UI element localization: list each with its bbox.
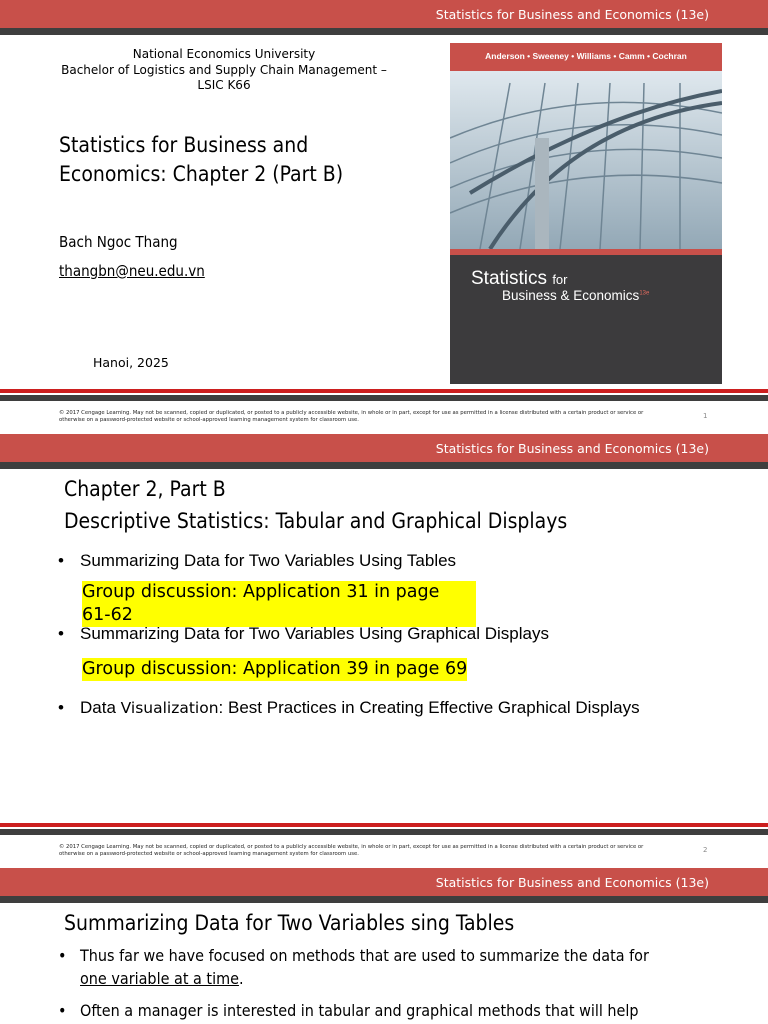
bullet-dot-icon: • bbox=[58, 698, 64, 717]
header-divider bbox=[0, 462, 768, 469]
slide-header bbox=[0, 0, 768, 28]
slide-number: 2 bbox=[703, 846, 708, 854]
footer-red-line bbox=[0, 823, 768, 827]
bullet-item bbox=[58, 624, 549, 644]
footer-dark-line bbox=[0, 395, 768, 401]
slide-header bbox=[0, 434, 768, 462]
slide-3 bbox=[0, 868, 768, 1024]
cover-subtitle-text: Business & Economics bbox=[502, 288, 640, 303]
university-name: National Economics University bbox=[132, 47, 316, 61]
bullet-text-a: Thus far we have focused on methods that are used to summarize the data for bbox=[80, 946, 649, 965]
discussion-line-1: Group discussion: Application 31 in page bbox=[82, 582, 440, 602]
bullet-item bbox=[58, 551, 456, 571]
title-line-1: Statistics for Business and bbox=[59, 133, 309, 157]
author-name: Bach Ngoc Thang bbox=[59, 233, 178, 251]
cover-authors: Anderson • Sweeney • Williams • Camm • Cochran bbox=[485, 51, 687, 61]
title-line-2: Economics: Chapter 2 (Part B) bbox=[59, 162, 344, 186]
bullet-text-underlined: one variable at a time bbox=[80, 969, 239, 988]
footer-red-line bbox=[0, 389, 768, 393]
cover-title-main: Statistics bbox=[471, 268, 548, 289]
cover-subtitle bbox=[502, 288, 649, 303]
slide-header bbox=[0, 868, 768, 896]
city-year: Hanoi, 2025 bbox=[93, 355, 169, 370]
cover-title bbox=[471, 268, 567, 290]
discussion-highlight bbox=[82, 581, 476, 627]
slide-number: 1 bbox=[703, 412, 708, 420]
header-divider bbox=[0, 28, 768, 35]
header-title: Statistics for Business and Economics (13e) bbox=[435, 7, 709, 22]
page-title bbox=[59, 131, 439, 189]
slide-title-line-2: Descriptive Statistics: Tabular and Graphical Displays bbox=[64, 509, 568, 533]
bullet-dot-icon: • bbox=[58, 1001, 67, 1020]
bullet-dot-icon: • bbox=[58, 624, 64, 643]
bullet-text-c: : Best Practices in Creating Effective Graphical Displays bbox=[218, 698, 640, 717]
slide-title: Summarizing Data for Two Variables sing Tables bbox=[64, 911, 515, 935]
discussion-highlight: Group discussion: Application 39 in page 69 bbox=[82, 659, 468, 679]
header-title: Statistics for Business and Economics (13e) bbox=[435, 875, 709, 890]
bullet-text: Summarizing Data for Two Variables Using Tables bbox=[80, 551, 457, 570]
bullet-text: Summarizing Data for Two Variables Using Graphical Displays bbox=[80, 624, 549, 643]
institution-block bbox=[40, 47, 408, 94]
slide-title-line-1: Chapter 2, Part B bbox=[64, 477, 226, 501]
bullet-item bbox=[58, 944, 718, 990]
bullet-text-a: Data bbox=[80, 698, 121, 717]
footer-dark-line bbox=[0, 829, 768, 835]
cover-edition: 13e bbox=[639, 290, 650, 297]
bullet-dot-icon: • bbox=[58, 946, 67, 965]
bullet-text-b: Visualization bbox=[120, 699, 219, 717]
author-email-link[interactable]: thangbn@neu.edu.vn bbox=[59, 262, 205, 280]
book-cover-image bbox=[450, 43, 722, 384]
bullet-item bbox=[58, 698, 640, 718]
slide-2 bbox=[0, 434, 768, 868]
copyright-notice: © 2017 Cengage Learning. May not be scanned, copied or duplicated, or posted to a publicly accessible website, in whole or in part, except for use as permitted in a license distributed with a certain product or service or otherwise on a password-protected website or school-approved learning management system for classroom use. bbox=[59, 844, 644, 857]
copyright-notice: © 2017 Cengage Learning. May not be scanned, copied or duplicated, or posted to a publicly accessible website, in whole or in part, except for use as permitted in a license distributed with a certain product or service or otherwise on a password-protected website or school-approved learning management system for classroom use. bbox=[59, 410, 644, 423]
bullet-text-c: . bbox=[238, 969, 244, 988]
header-title: Statistics for Business and Economics (13e) bbox=[435, 441, 709, 456]
slide-1 bbox=[0, 0, 768, 434]
bullet-item bbox=[58, 999, 718, 1022]
bullet-dot-icon: • bbox=[58, 551, 64, 570]
bullet-text: Often a manager is interested in tabular and graphical methods that will help bbox=[80, 1001, 639, 1020]
program-name: Bachelor of Logistics and Supply Chain Management – bbox=[61, 62, 387, 77]
cover-artwork-icon bbox=[450, 43, 722, 384]
class-name: LSIC K66 bbox=[197, 78, 251, 92]
bullet-text bbox=[80, 944, 718, 990]
header-divider bbox=[0, 896, 768, 903]
discussion-line-2: 61-62 bbox=[82, 605, 133, 625]
cover-title-for: for bbox=[552, 272, 568, 287]
